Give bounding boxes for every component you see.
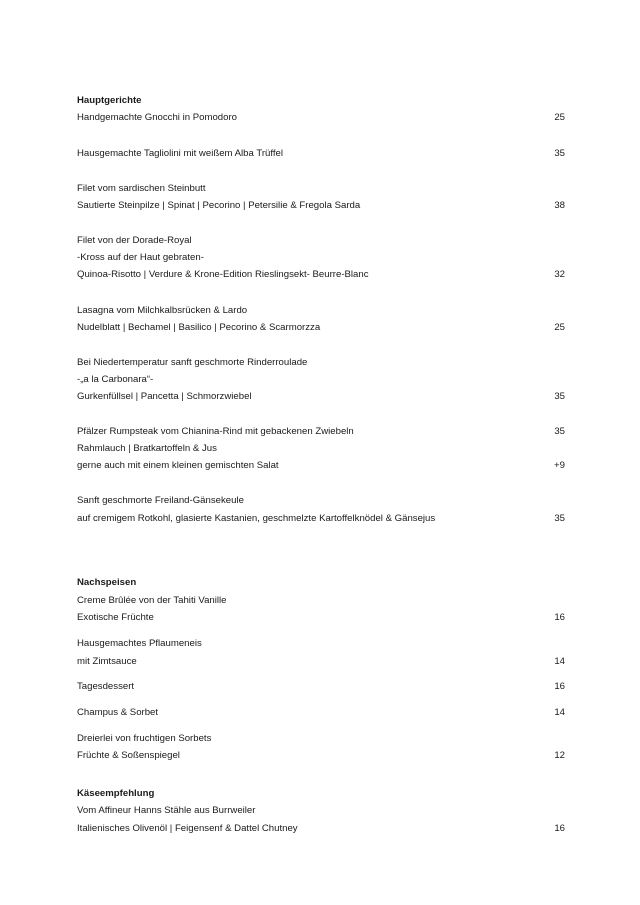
dish-price: 16 <box>554 612 565 623</box>
menu-item-line <box>77 442 565 455</box>
menu-item-line <box>77 459 565 472</box>
dish-price: 35 <box>554 426 565 437</box>
menu-item-line <box>77 512 565 525</box>
menu-item-line <box>77 494 565 507</box>
menu-item-line <box>77 356 565 369</box>
section-heading-text: Hauptgerichte <box>77 95 142 106</box>
section-heading-text: Nachspeisen <box>77 577 137 588</box>
dish-text: Hausgemachte Tagliolini mit weißem Alba Trüffel <box>77 148 284 159</box>
menu-item-line <box>77 268 565 281</box>
dish-text: mit Zimtsauce <box>77 656 137 667</box>
dish-text: Rahmlauch | Bratkartoffeln & Jus <box>77 443 217 454</box>
menu-item-line <box>77 304 565 317</box>
section-heading-hauptgerichte <box>77 94 565 107</box>
menu-item-line <box>77 611 565 624</box>
dish-text: -Kross auf der Haut gebraten- <box>77 252 204 263</box>
menu-item-line <box>77 373 565 386</box>
dish-text: Bei Niedertemperatur sanft geschmorte Rinderroulade <box>77 357 308 368</box>
dish-price: 35 <box>554 148 565 159</box>
section-heading-nachspeisen <box>77 576 565 589</box>
menu-item-line <box>77 749 565 762</box>
menu-item-line <box>77 425 565 438</box>
menu-item-line <box>77 234 565 247</box>
menu-item-line <box>77 680 565 693</box>
menu-item-line <box>77 594 565 607</box>
dish-text: Hausgemachtes Pflaumeneis <box>77 638 202 649</box>
dish-text: Sautierte Steinpilze | Spinat | Pecorino | Petersilie & Fregola Sarda <box>77 200 361 211</box>
menu-item-line <box>77 147 565 160</box>
dish-price: 25 <box>554 112 565 123</box>
menu-item-line <box>77 804 565 817</box>
menu-item-line <box>77 655 565 668</box>
section-heading-text: Käseempfehlung <box>77 788 155 799</box>
menu-item-line <box>77 182 565 195</box>
menu-item-line <box>77 111 565 124</box>
menu-item-line <box>77 321 565 334</box>
dish-price: +9 <box>554 460 565 471</box>
dish-price: 32 <box>554 269 565 280</box>
menu-item-line <box>77 251 565 264</box>
dish-text: Creme Brûlée von der Tahiti Vanille <box>77 595 227 606</box>
dish-price: 14 <box>554 656 565 667</box>
dish-text: Nudelblatt | Bechamel | Basilico | Pecorino & Scarmorzza <box>77 322 321 333</box>
dish-price: 16 <box>554 681 565 692</box>
menu-item-line <box>77 637 565 650</box>
dish-price: 35 <box>554 391 565 402</box>
menu-item-line <box>77 732 565 745</box>
dish-text: Lasagna vom Milchkalbsrücken & Lardo <box>77 305 248 316</box>
dish-text: Gurkenfüllsel | Pancetta | Schmorzwiebel <box>77 391 252 402</box>
dish-text: Pfälzer Rumpsteak vom Chianina-Rind mit gebackenen Zwiebeln <box>77 426 354 437</box>
dish-text: Früchte & Soßenspiegel <box>77 750 180 761</box>
menu-item-line <box>77 390 565 403</box>
dish-text: Italienisches Olivenöl | Feigensenf & Dattel Chutney <box>77 823 298 834</box>
dish-text: Filet vom sardischen Steinbutt <box>77 183 206 194</box>
dish-text: -„a la Carbonara“- <box>77 374 154 385</box>
dish-text: Vom Affineur Hanns Stähle aus Burrweiler <box>77 805 256 816</box>
menu-item-line <box>77 199 565 212</box>
dish-text: gerne auch mit einem kleinen gemischten Salat <box>77 460 279 471</box>
dish-price: 25 <box>554 322 565 333</box>
dish-text: Sanft geschmorte Freiland-Gänsekeule <box>77 495 244 506</box>
dish-text: auf cremigem Rotkohl, glasierte Kastanien, geschmelzte Kartoffelknödel & Gänsejus <box>77 513 436 524</box>
dish-text: Handgemachte Gnocchi in Pomodoro <box>77 112 237 123</box>
menu-item-line <box>77 822 565 835</box>
menu-item-line <box>77 706 565 719</box>
dish-text: Filet von der Dorade-Royal <box>77 235 192 246</box>
dish-text: Tagesdessert <box>77 681 135 692</box>
dish-price: 38 <box>554 200 565 211</box>
dish-price: 14 <box>554 707 565 718</box>
dish-price: 12 <box>554 750 565 761</box>
dish-text: Quinoa-Risotto | Verdure & Krone-Edition Rieslingsekt- Beurre-Blanc <box>77 269 369 280</box>
section-heading-kaese <box>77 787 565 800</box>
dish-price: 16 <box>554 823 565 834</box>
dish-text: Exotische Früchte <box>77 612 154 623</box>
dish-price: 35 <box>554 513 565 524</box>
dish-text: Dreierlei von fruchtigen Sorbets <box>77 733 212 744</box>
dish-text: Champus & Sorbet <box>77 707 159 718</box>
